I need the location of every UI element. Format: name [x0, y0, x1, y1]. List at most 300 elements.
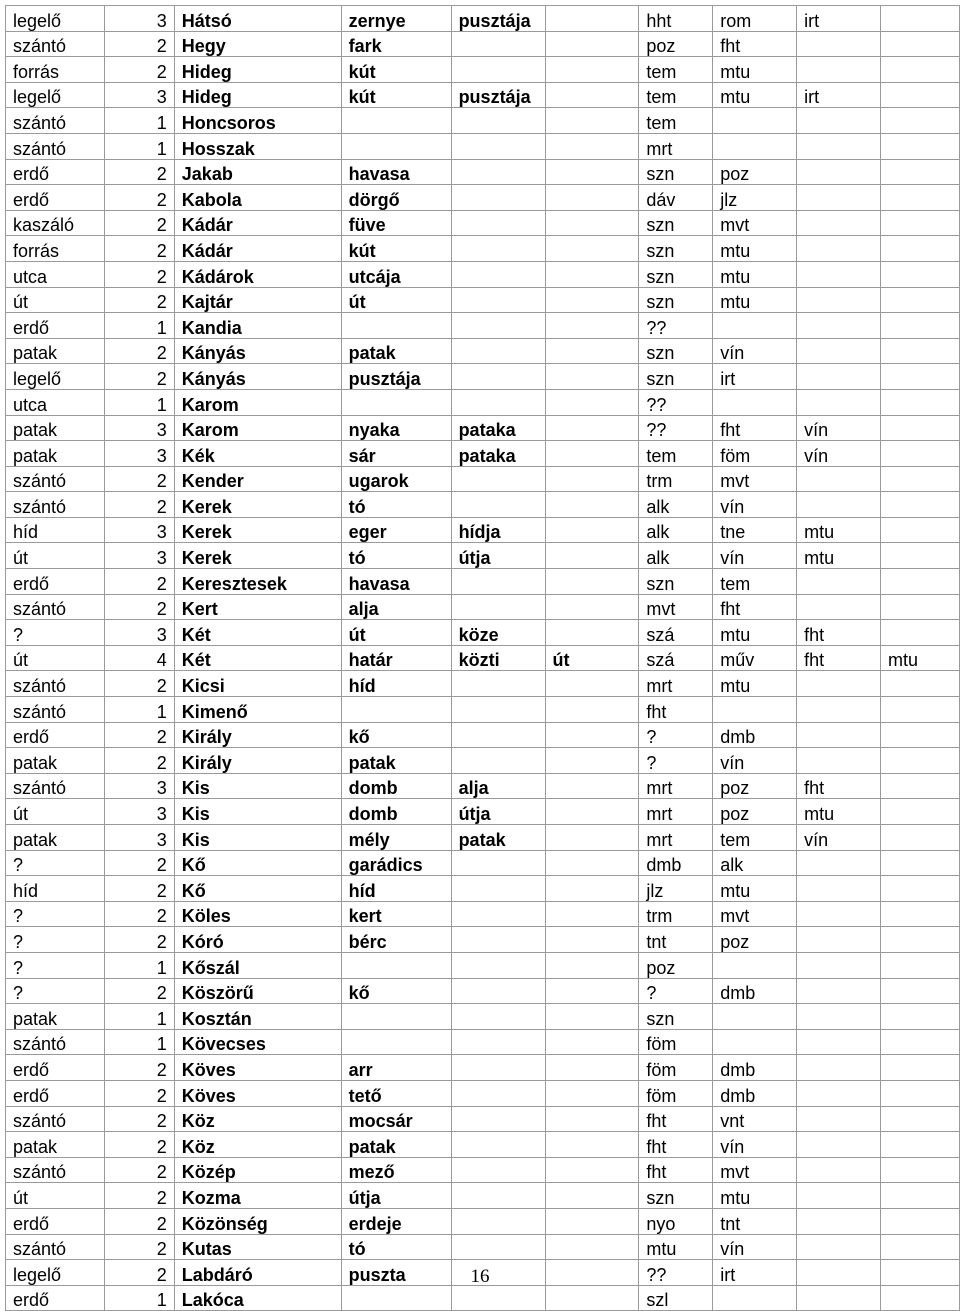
- cell-type: szántó: [6, 1029, 105, 1055]
- cell-code-1: fht: [639, 1106, 713, 1132]
- cell-name-part-2: fark: [341, 31, 451, 57]
- cell-code-3: [797, 159, 881, 185]
- cell-code-4: [881, 364, 960, 390]
- cell-code-3: [797, 1285, 881, 1311]
- cell-code-3: [797, 210, 881, 236]
- cell-type: legelő: [6, 82, 105, 108]
- cell-name-part-2: domb: [341, 773, 451, 799]
- cell-count: 2: [104, 978, 174, 1004]
- table-row: [6, 569, 960, 595]
- cell-code-2: mtu: [713, 261, 797, 287]
- cell-code-1: poz: [639, 31, 713, 57]
- cell-code-4: [881, 313, 960, 339]
- cell-name-part-2: kút: [341, 57, 451, 83]
- cell-type: erdő: [6, 185, 105, 211]
- cell-name-part-4: [545, 620, 639, 646]
- cell-code-4: [881, 389, 960, 415]
- cell-count: 2: [104, 1183, 174, 1209]
- cell-name-part-2: dörgő: [341, 185, 451, 211]
- cell-code-2: [713, 133, 797, 159]
- table-row: [6, 1234, 960, 1260]
- cell-code-3: [797, 108, 881, 134]
- cell-name-part-2: patak: [341, 748, 451, 774]
- cell-code-4: [881, 901, 960, 927]
- cell-count: 2: [104, 236, 174, 262]
- table-row: [6, 389, 960, 415]
- cell-name-part-2: tó: [341, 1234, 451, 1260]
- cell-count: 2: [104, 1132, 174, 1158]
- cell-name-part-2: sár: [341, 441, 451, 467]
- table-row: [6, 313, 960, 339]
- cell-name-part-3: [451, 210, 545, 236]
- cell-name-part-1: Kádárok: [174, 261, 341, 287]
- cell-name-part-2: kút: [341, 82, 451, 108]
- table-row: [6, 1157, 960, 1183]
- cell-code-4: [881, 82, 960, 108]
- cell-code-3: [797, 952, 881, 978]
- cell-code-2: rom: [713, 6, 797, 32]
- cell-name-part-2: kő: [341, 978, 451, 1004]
- cell-type: erdő: [6, 1208, 105, 1234]
- cell-name-part-3: [451, 492, 545, 518]
- cell-count: 1: [104, 1029, 174, 1055]
- cell-code-3: [797, 1106, 881, 1132]
- cell-code-2: poz: [713, 799, 797, 825]
- table-row: [6, 671, 960, 697]
- cell-code-3: fht: [797, 773, 881, 799]
- cell-code-1: alk: [639, 543, 713, 569]
- cell-name-part-3: [451, 722, 545, 748]
- cell-name-part-2: [341, 1004, 451, 1030]
- cell-count: 2: [104, 466, 174, 492]
- table-row: [6, 185, 960, 211]
- cell-name-part-2: [341, 952, 451, 978]
- cell-name-part-2: domb: [341, 799, 451, 825]
- cell-type: utca: [6, 389, 105, 415]
- cell-code-1: mrt: [639, 773, 713, 799]
- cell-code-1: nyo: [639, 1208, 713, 1234]
- table-row: [6, 927, 960, 953]
- cell-name-part-3: [451, 31, 545, 57]
- cell-count: 2: [104, 1080, 174, 1106]
- cell-name-part-2: ugarok: [341, 466, 451, 492]
- cell-code-1: mrt: [639, 671, 713, 697]
- cell-name-part-3: pusztája: [451, 82, 545, 108]
- cell-code-3: [797, 1157, 881, 1183]
- cell-name-part-2: [341, 133, 451, 159]
- cell-name-part-2: útja: [341, 1183, 451, 1209]
- cell-name-part-3: [451, 261, 545, 287]
- cell-name-part-3: [451, 671, 545, 697]
- cell-name-part-3: [451, 1234, 545, 1260]
- cell-name-part-4: [545, 1029, 639, 1055]
- cell-code-1: alk: [639, 517, 713, 543]
- cell-name-part-3: [451, 159, 545, 185]
- cell-code-1: ??: [639, 1260, 713, 1286]
- cell-type: forrás: [6, 236, 105, 262]
- cell-name-part-1: Kádár: [174, 210, 341, 236]
- cell-code-2: dmb: [713, 1055, 797, 1081]
- cell-code-4: [881, 108, 960, 134]
- cell-name-part-3: [451, 364, 545, 390]
- table-row: [6, 1055, 960, 1081]
- cell-code-4: [881, 210, 960, 236]
- cell-code-2: mtu: [713, 1183, 797, 1209]
- table-row: [6, 441, 960, 467]
- cell-code-4: [881, 441, 960, 467]
- cell-code-3: [797, 927, 881, 953]
- cell-code-2: vnt: [713, 1106, 797, 1132]
- cell-code-3: [797, 57, 881, 83]
- cell-type: út: [6, 1183, 105, 1209]
- cell-name-part-3: [451, 569, 545, 595]
- cell-name-part-4: [545, 517, 639, 543]
- cell-name-part-1: Kandia: [174, 313, 341, 339]
- cell-code-1: poz: [639, 952, 713, 978]
- cell-code-4: [881, 799, 960, 825]
- cell-name-part-4: [545, 722, 639, 748]
- cell-name-part-4: [545, 338, 639, 364]
- cell-name-part-4: [545, 978, 639, 1004]
- cell-name-part-4: [545, 1106, 639, 1132]
- cell-code-2: mtu: [713, 82, 797, 108]
- cell-name-part-1: Hosszak: [174, 133, 341, 159]
- cell-count: 3: [104, 6, 174, 32]
- cell-type: ?: [6, 620, 105, 646]
- cell-name-part-1: Király: [174, 722, 341, 748]
- cell-name-part-1: Kutas: [174, 1234, 341, 1260]
- cell-code-1: ??: [639, 415, 713, 441]
- cell-code-4: [881, 517, 960, 543]
- cell-type: szántó: [6, 1106, 105, 1132]
- table-row: [6, 773, 960, 799]
- cell-code-2: [713, 1029, 797, 1055]
- cell-name-part-4: [545, 1157, 639, 1183]
- table-row: [6, 1080, 960, 1106]
- cell-code-4: [881, 31, 960, 57]
- cell-count: 3: [104, 415, 174, 441]
- cell-code-3: fht: [797, 645, 881, 671]
- cell-code-1: ??: [639, 313, 713, 339]
- cell-name-part-4: [545, 773, 639, 799]
- cell-name-part-2: füve: [341, 210, 451, 236]
- cell-name-part-1: Kis: [174, 799, 341, 825]
- cell-name-part-3: [451, 876, 545, 902]
- cell-code-2: [713, 108, 797, 134]
- table-row: [6, 287, 960, 313]
- cell-type: patak: [6, 338, 105, 364]
- table-row: [6, 517, 960, 543]
- cell-name-part-4: [545, 901, 639, 927]
- cell-name-part-3: [451, 313, 545, 339]
- table-row: [6, 82, 960, 108]
- cell-count: 3: [104, 620, 174, 646]
- cell-code-3: vín: [797, 415, 881, 441]
- cell-type: erdő: [6, 159, 105, 185]
- cell-name-part-4: [545, 1285, 639, 1311]
- cell-code-3: [797, 185, 881, 211]
- cell-code-2: tem: [713, 569, 797, 595]
- cell-code-2: poz: [713, 773, 797, 799]
- cell-name-part-1: Karom: [174, 415, 341, 441]
- cell-code-4: [881, 1106, 960, 1132]
- cell-type: út: [6, 645, 105, 671]
- table-row: [6, 261, 960, 287]
- cell-code-3: [797, 850, 881, 876]
- cell-name-part-2: alja: [341, 594, 451, 620]
- cell-name-part-2: [341, 313, 451, 339]
- cell-code-3: [797, 313, 881, 339]
- cell-name-part-3: [451, 1157, 545, 1183]
- cell-count: 2: [104, 722, 174, 748]
- cell-name-part-1: Kis: [174, 773, 341, 799]
- cell-code-2: [713, 389, 797, 415]
- cell-name-part-1: Köves: [174, 1055, 341, 1081]
- cell-code-2: fht: [713, 415, 797, 441]
- cell-code-1: szn: [639, 364, 713, 390]
- cell-code-1: trm: [639, 466, 713, 492]
- cell-name-part-4: [545, 159, 639, 185]
- cell-name-part-3: útja: [451, 543, 545, 569]
- cell-count: 2: [104, 287, 174, 313]
- cell-count: 1: [104, 108, 174, 134]
- cell-count: 1: [104, 133, 174, 159]
- cell-name-part-4: [545, 671, 639, 697]
- cell-name-part-2: arr: [341, 1055, 451, 1081]
- cell-code-2: [713, 697, 797, 723]
- table-row: [6, 620, 960, 646]
- cell-code-3: vín: [797, 441, 881, 467]
- cell-code-3: [797, 389, 881, 415]
- cell-code-1: dáv: [639, 185, 713, 211]
- cell-name-part-1: Köszörű: [174, 978, 341, 1004]
- cell-name-part-2: híd: [341, 876, 451, 902]
- cell-type: utca: [6, 261, 105, 287]
- cell-name-part-2: [341, 1029, 451, 1055]
- cell-type: út: [6, 287, 105, 313]
- cell-name-part-4: [545, 389, 639, 415]
- cell-name-part-2: garádics: [341, 850, 451, 876]
- cell-name-part-1: Kék: [174, 441, 341, 467]
- cell-code-4: [881, 722, 960, 748]
- cell-code-4: [881, 1157, 960, 1183]
- cell-code-2: vín: [713, 1132, 797, 1158]
- cell-code-1: szn: [639, 1004, 713, 1030]
- cell-code-4: [881, 1004, 960, 1030]
- cell-code-2: [713, 952, 797, 978]
- cell-type: legelő: [6, 1260, 105, 1286]
- cell-type: erdő: [6, 313, 105, 339]
- cell-code-2: alk: [713, 850, 797, 876]
- cell-type: híd: [6, 876, 105, 902]
- cell-name-part-2: híd: [341, 671, 451, 697]
- cell-code-2: vín: [713, 543, 797, 569]
- table-row: [6, 466, 960, 492]
- cell-type: szántó: [6, 133, 105, 159]
- cell-name-part-1: Kádár: [174, 236, 341, 262]
- cell-count: 3: [104, 82, 174, 108]
- cell-count: 2: [104, 927, 174, 953]
- cell-code-2: poz: [713, 927, 797, 953]
- cell-count: 1: [104, 1285, 174, 1311]
- cell-code-1: mrt: [639, 825, 713, 851]
- cell-name-part-2: kő: [341, 722, 451, 748]
- cell-count: 2: [104, 1055, 174, 1081]
- cell-code-2: mtu: [713, 671, 797, 697]
- table-row: [6, 6, 960, 32]
- cell-code-4: [881, 466, 960, 492]
- cell-type: erdő: [6, 722, 105, 748]
- cell-code-4: [881, 236, 960, 262]
- cell-count: 2: [104, 1208, 174, 1234]
- cell-code-1: mvt: [639, 594, 713, 620]
- cell-code-1: szn: [639, 569, 713, 595]
- cell-name-part-3: [451, 1132, 545, 1158]
- cell-code-3: mtu: [797, 543, 881, 569]
- cell-name-part-2: határ: [341, 645, 451, 671]
- cell-name-part-2: mező: [341, 1157, 451, 1183]
- cell-code-4: [881, 697, 960, 723]
- cell-code-4: [881, 850, 960, 876]
- cell-code-3: [797, 1208, 881, 1234]
- cell-type: szántó: [6, 466, 105, 492]
- cell-type: út: [6, 799, 105, 825]
- cell-name-part-1: Kert: [174, 594, 341, 620]
- cell-code-1: trm: [639, 901, 713, 927]
- cell-code-3: irt: [797, 6, 881, 32]
- table-row: [6, 850, 960, 876]
- cell-type: szántó: [6, 594, 105, 620]
- cell-code-3: [797, 31, 881, 57]
- cell-count: 2: [104, 671, 174, 697]
- cell-name-part-1: Közép: [174, 1157, 341, 1183]
- cell-code-4: [881, 159, 960, 185]
- cell-name-part-4: [545, 287, 639, 313]
- cell-type: ?: [6, 850, 105, 876]
- table-row: [6, 1106, 960, 1132]
- cell-name-part-2: bérc: [341, 927, 451, 953]
- cell-code-4: [881, 338, 960, 364]
- cell-code-1: jlz: [639, 876, 713, 902]
- cell-name-part-1: Kis: [174, 825, 341, 851]
- cell-code-2: mvt: [713, 1157, 797, 1183]
- cell-code-4: [881, 261, 960, 287]
- cell-count: 1: [104, 697, 174, 723]
- cell-name-part-4: [545, 364, 639, 390]
- cell-name-part-2: eger: [341, 517, 451, 543]
- cell-name-part-3: [451, 1208, 545, 1234]
- cell-type: szántó: [6, 31, 105, 57]
- table-row: [6, 825, 960, 851]
- cell-name-part-3: pusztája: [451, 6, 545, 32]
- cell-name-part-4: [545, 1208, 639, 1234]
- cell-name-part-2: havasa: [341, 569, 451, 595]
- cell-name-part-4: [545, 31, 639, 57]
- cell-name-part-4: [545, 876, 639, 902]
- cell-count: 1: [104, 1004, 174, 1030]
- cell-code-1: tem: [639, 108, 713, 134]
- table-row: [6, 1004, 960, 1030]
- cell-code-1: szn: [639, 159, 713, 185]
- cell-count: 2: [104, 57, 174, 83]
- cell-name-part-1: Kányás: [174, 338, 341, 364]
- cell-name-part-4: [545, 261, 639, 287]
- cell-name-part-1: Köves: [174, 1080, 341, 1106]
- cell-count: 2: [104, 850, 174, 876]
- cell-name-part-1: Kő: [174, 876, 341, 902]
- cell-name-part-2: [341, 697, 451, 723]
- cell-code-1: ?: [639, 722, 713, 748]
- table-row: [6, 57, 960, 83]
- cell-code-3: mtu: [797, 799, 881, 825]
- cell-name-part-3: útja: [451, 799, 545, 825]
- table-row: [6, 901, 960, 927]
- cell-count: 2: [104, 159, 174, 185]
- cell-code-2: vín: [713, 748, 797, 774]
- page-number: 16: [470, 1266, 490, 1287]
- cell-code-3: [797, 1055, 881, 1081]
- cell-code-3: [797, 287, 881, 313]
- cell-type: ?: [6, 952, 105, 978]
- cell-code-2: mvt: [713, 466, 797, 492]
- cell-name-part-4: [545, 210, 639, 236]
- cell-name-part-2: tó: [341, 492, 451, 518]
- cell-code-1: szn: [639, 1183, 713, 1209]
- cell-name-part-3: [451, 108, 545, 134]
- cell-code-3: [797, 697, 881, 723]
- cell-code-4: [881, 748, 960, 774]
- cell-name-part-1: Kerek: [174, 543, 341, 569]
- cell-code-2: vín: [713, 338, 797, 364]
- cell-count: 2: [104, 1260, 174, 1286]
- cell-name-part-1: Köz: [174, 1106, 341, 1132]
- cell-count: 1: [104, 952, 174, 978]
- cell-name-part-3: [451, 1004, 545, 1030]
- cell-name-part-3: [451, 1029, 545, 1055]
- cell-name-part-2: puszta: [341, 1260, 451, 1286]
- cell-code-3: mtu: [797, 517, 881, 543]
- cell-code-4: [881, 952, 960, 978]
- cell-name-part-2: kút: [341, 236, 451, 262]
- cell-code-4: [881, 569, 960, 595]
- cell-name-part-2: pusztája: [341, 364, 451, 390]
- cell-code-2: [713, 1285, 797, 1311]
- cell-type: patak: [6, 748, 105, 774]
- cell-code-3: [797, 1132, 881, 1158]
- cell-name-part-3: [451, 1183, 545, 1209]
- cell-type: erdő: [6, 1080, 105, 1106]
- cell-name-part-3: patak: [451, 825, 545, 851]
- cell-type: erdő: [6, 1055, 105, 1081]
- cell-count: 3: [104, 517, 174, 543]
- cell-name-part-2: patak: [341, 338, 451, 364]
- cell-code-1: tem: [639, 82, 713, 108]
- cell-code-3: [797, 1080, 881, 1106]
- cell-name-part-2: út: [341, 287, 451, 313]
- cell-name-part-1: Kimenő: [174, 697, 341, 723]
- cell-code-2: irt: [713, 1260, 797, 1286]
- cell-name-part-4: [545, 927, 639, 953]
- table-row: [6, 978, 960, 1004]
- cell-code-3: [797, 978, 881, 1004]
- cell-code-4: [881, 978, 960, 1004]
- cell-count: 2: [104, 338, 174, 364]
- cell-code-2: mvt: [713, 901, 797, 927]
- cell-code-2: mtu: [713, 287, 797, 313]
- cell-name-part-3: [451, 1106, 545, 1132]
- cell-name-part-3: [451, 697, 545, 723]
- cell-name-part-2: út: [341, 620, 451, 646]
